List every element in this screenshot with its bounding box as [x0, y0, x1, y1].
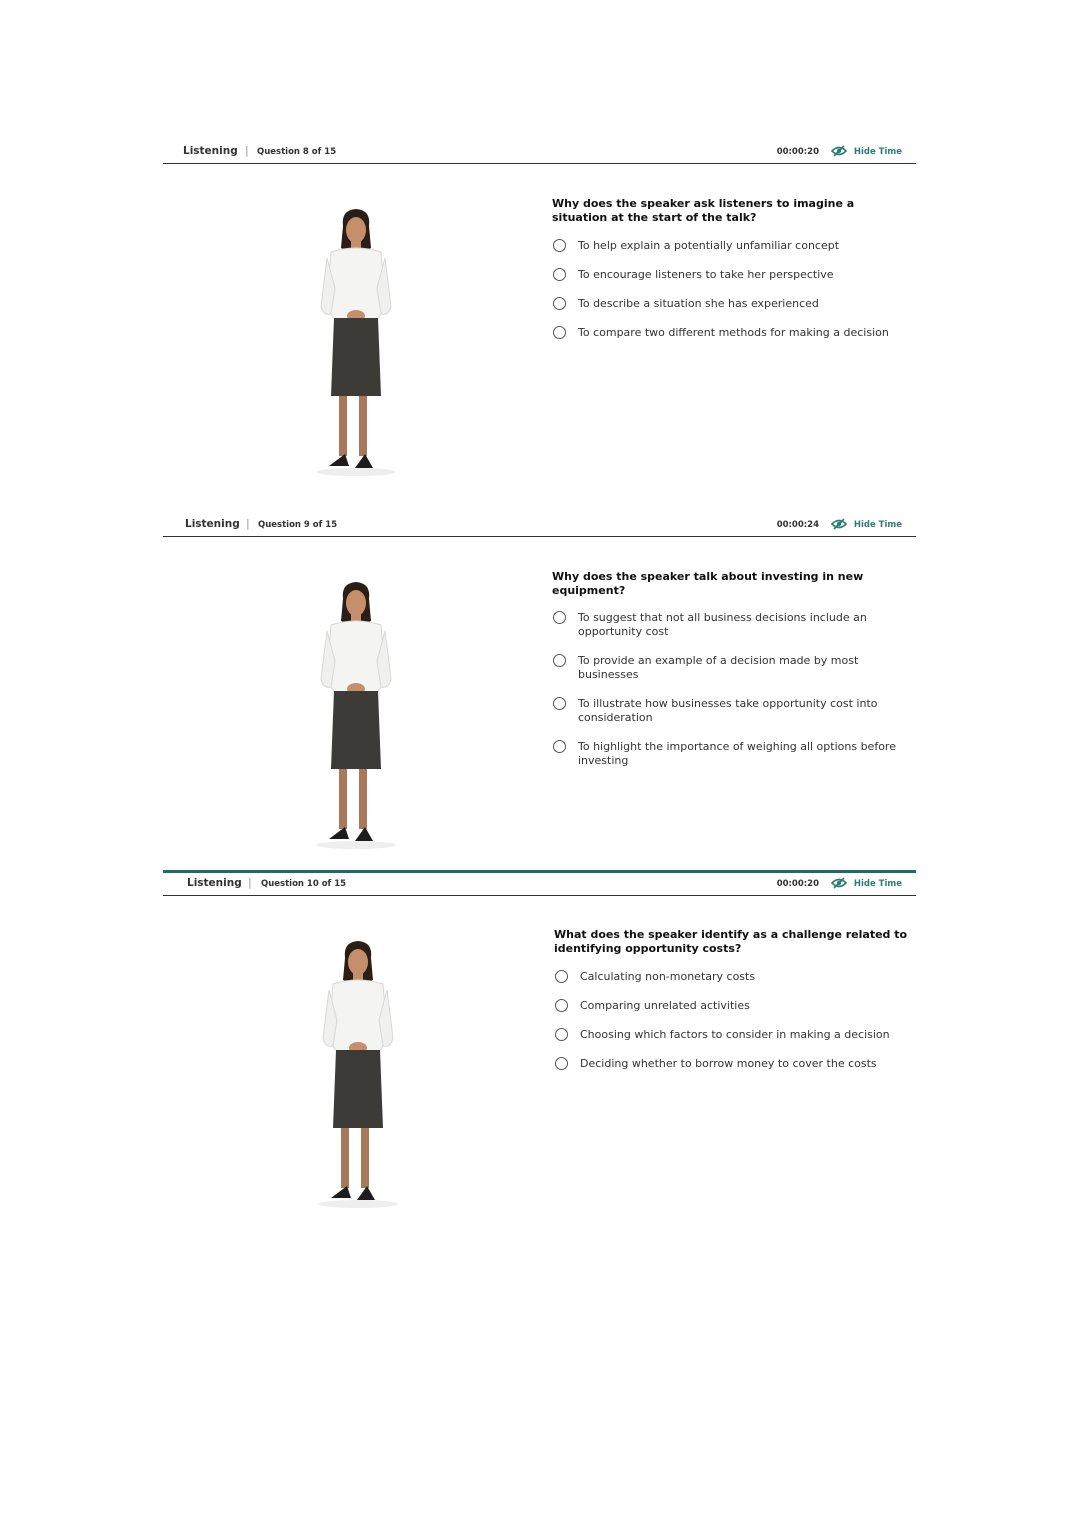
section-label: Listening	[187, 877, 242, 889]
question-counter: Question 8 of 15	[257, 147, 337, 157]
option-text: To compare two different methods for making a decision	[578, 326, 889, 339]
option-text: Calculating non-monetary costs	[580, 970, 756, 983]
answer-option[interactable]	[552, 740, 912, 768]
option-text: Deciding whether to borrow money to cover the costs	[580, 1057, 877, 1070]
speaker-figure	[301, 208, 411, 478]
question-text: What does the speaker identify as a challenge related to identifying opportunity costs?	[554, 928, 908, 955]
question-screen-10	[163, 870, 916, 1215]
question-screen-9	[163, 514, 916, 854]
answer-option[interactable]	[554, 970, 914, 984]
question-screen-8	[163, 141, 916, 481]
radio-button[interactable]	[553, 326, 566, 339]
eye-slash-icon[interactable]	[831, 877, 847, 889]
answer-option[interactable]	[552, 697, 912, 725]
radio-button[interactable]	[553, 697, 566, 710]
answer-option[interactable]	[552, 326, 912, 340]
hide-time-button[interactable]: Hide Time	[853, 147, 902, 157]
radio-button[interactable]	[553, 654, 566, 667]
eye-slash-icon[interactable]	[831, 518, 847, 530]
radio-button[interactable]	[553, 268, 566, 281]
timer: 00:00:20	[776, 147, 819, 157]
answer-option[interactable]	[554, 999, 914, 1013]
hide-time-button[interactable]: Hide Time	[853, 520, 902, 530]
radio-button[interactable]	[555, 999, 568, 1012]
option-text: To encourage listeners to take her perspective	[578, 268, 834, 281]
radio-button[interactable]	[555, 1057, 568, 1070]
option-text: Choosing which factors to consider in making a decision	[580, 1028, 890, 1041]
top-bar	[163, 141, 916, 164]
timer: 00:00:20	[776, 879, 819, 889]
hide-time-button[interactable]: Hide Time	[853, 879, 902, 889]
top-bar	[163, 514, 916, 537]
question-counter: Question 9 of 15	[258, 520, 338, 530]
speaker-figure	[303, 940, 413, 1210]
divider: |	[245, 144, 249, 157]
radio-button[interactable]	[555, 1028, 568, 1041]
option-text: Comparing unrelated activities	[580, 999, 750, 1012]
section-label: Listening	[183, 145, 238, 157]
option-text: To describe a situation she has experienced	[578, 297, 819, 310]
question-counter: Question 10 of 15	[261, 879, 347, 889]
eye-slash-icon[interactable]	[831, 145, 847, 157]
divider: |	[246, 517, 250, 530]
top-bar	[163, 870, 916, 896]
answer-option[interactable]	[552, 297, 912, 311]
answer-option[interactable]	[554, 1057, 914, 1071]
option-text: To help explain a potentially unfamiliar concept	[578, 239, 840, 252]
option-text: To suggest that not all business decisions include an opportunity cost	[578, 611, 867, 638]
answer-option[interactable]	[552, 611, 912, 639]
radio-button[interactable]	[555, 970, 568, 983]
option-text: To provide an example of a decision made by most businesses	[578, 654, 859, 681]
question-text: Why does the speaker talk about investing in new equipment?	[552, 570, 864, 597]
question-text: Why does the speaker ask listeners to imagine a situation at the start of the talk?	[552, 197, 855, 224]
answer-option[interactable]	[552, 654, 912, 682]
answer-options	[552, 239, 912, 340]
answer-options	[554, 970, 914, 1071]
answer-options	[552, 611, 912, 768]
radio-button[interactable]	[553, 239, 566, 252]
option-text: To illustrate how businesses take opportunity cost into consideration	[578, 697, 878, 724]
answer-option[interactable]	[554, 1028, 914, 1042]
option-text: To highlight the importance of weighing all options before investing	[578, 740, 896, 767]
timer: 00:00:24	[776, 520, 819, 530]
radio-button[interactable]	[553, 297, 566, 310]
answer-option[interactable]	[552, 268, 912, 282]
answer-option[interactable]	[552, 239, 912, 253]
divider: |	[248, 876, 252, 889]
radio-button[interactable]	[553, 611, 566, 624]
radio-button[interactable]	[553, 740, 566, 753]
speaker-figure	[301, 581, 411, 851]
section-label: Listening	[185, 518, 240, 530]
